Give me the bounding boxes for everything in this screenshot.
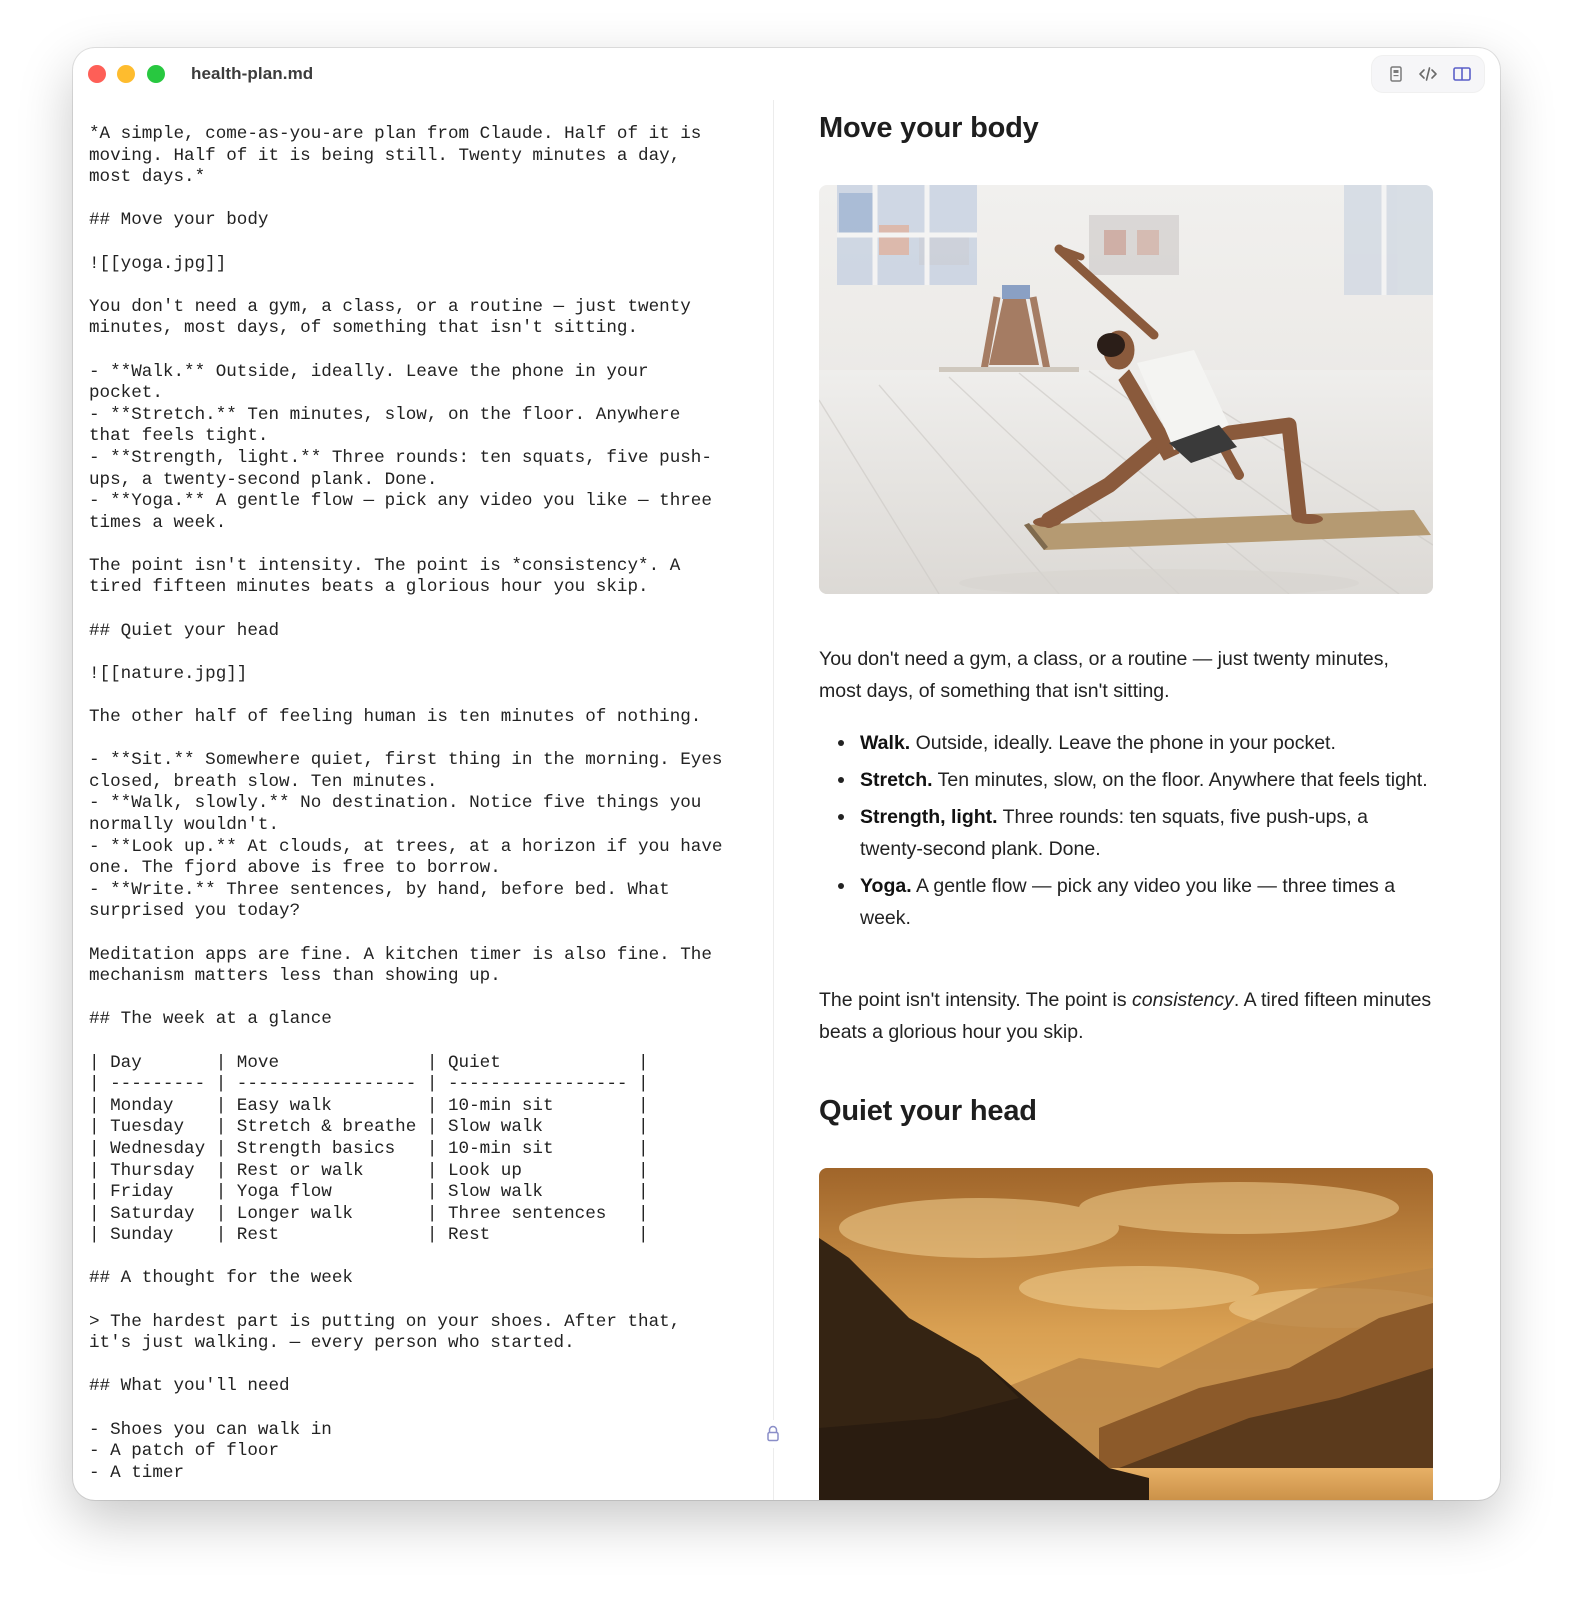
lock-icon bbox=[759, 1420, 787, 1448]
heading-move-your-body: Move your body bbox=[819, 112, 1039, 144]
close-button[interactable] bbox=[88, 65, 106, 83]
view-toolbar bbox=[1372, 56, 1484, 92]
markdown-preview bbox=[819, 100, 1433, 1500]
nature-image bbox=[819, 1168, 1433, 1500]
list-item: Stretch. Ten minutes, slow, on the floor. Anywhere that feels tight. bbox=[819, 764, 1433, 796]
move-outro-paragraph: The point isn't intensity. The point is consistency. A tired fifteen minutes beats a glorious hour you skip. bbox=[819, 989, 1432, 1043]
editor-source[interactable]: *A simple, come-as-you-are plan from Claude. Half of it is moving. Half of it is being still. Twenty minutes a day, most days.* ## Move your body ![[yoga.jpg]] You don't need a gym, a class, or a routine — just twenty minutes, most days, of something that isn't sitting. - **Walk.** Outside, ideally. Leave the phone in your pocket. - **Stretch.** Ten minutes, slow, on the floor. Anywhere that feels tight. - **Strength, light.** Three rounds: ten squats, five push- ups, a twenty-second plank. Done. - **Yoga.** A gentle flow — pick any video you like — three times a week. The point isn't intensity. The point is *consistency*. A tired fifteen minutes beats a glorious hour you skip. ## Quiet your head ![[nature.jpg]] The other half of feeling human is ten minutes of nothing. - **Sit.** Somewhere quiet, first thing in the morning. Eyes closed, breath slow. Ten minutes. - **Walk, slowly.** No destination. Notice five things you normally wouldn't. - **Look up.** At clouds, at trees, at a horizon if you have one. The fjord above is free to borrow. - **Write.** Three sentences, by hand, before bed. What surprised you today? Meditation apps are fine. A kitchen timer is also fine. The mechanism matters less than showing up. ## The week at a glance | Day | Move | Quiet | | --------- | ----------------- | ----------------- | | Monday | Easy walk | 10-min sit | | Tuesday | Stretch & breathe | Slow walk | | Wednesday | Strength basics | 10-min sit | | Thursday | Rest or walk | Look up | | Friday | Yoga flow | Slow walk | | Saturday | Longer walk | Three sentences | | Sunday | Rest | Rest | ## A thought for the week > The hardest part is putting on your shoes. After that, it's just walking. — every person who started. ## What you'll need - Shoes you can walk in - A patch of floor - A timer bbox=[89, 124, 723, 1483]
export-icon[interactable] bbox=[1386, 64, 1406, 84]
minimize-button[interactable] bbox=[117, 65, 135, 83]
title-bar bbox=[73, 48, 1500, 100]
window-title: health-plan.md bbox=[191, 64, 314, 83]
heading-quiet-your-head: Quiet your head bbox=[819, 1095, 1037, 1127]
pane-divider[interactable] bbox=[773, 100, 774, 1500]
markdown-editor[interactable] bbox=[73, 100, 773, 1500]
yoga-image bbox=[819, 185, 1433, 594]
list-item: Strength, light. Three rounds: ten squats, five push-ups, a twenty-second plank. Done. bbox=[819, 801, 1433, 865]
list-item: Yoga. A gentle flow — pick any video you like — three times a week. bbox=[819, 870, 1433, 934]
move-list bbox=[819, 727, 1433, 939]
split-view-icon[interactable] bbox=[1452, 64, 1472, 84]
move-intro-paragraph: You don't need a gym, a class, or a routine — just twenty minutes, most days, of something that isn't sitting. bbox=[819, 648, 1389, 702]
scroll-sync-lock[interactable] bbox=[759, 1420, 787, 1448]
zoom-button[interactable] bbox=[147, 65, 165, 83]
list-item: Walk. Outside, ideally. Leave the phone in your pocket. bbox=[819, 727, 1433, 759]
code-view-icon[interactable] bbox=[1418, 64, 1438, 84]
app-window bbox=[73, 48, 1500, 1500]
